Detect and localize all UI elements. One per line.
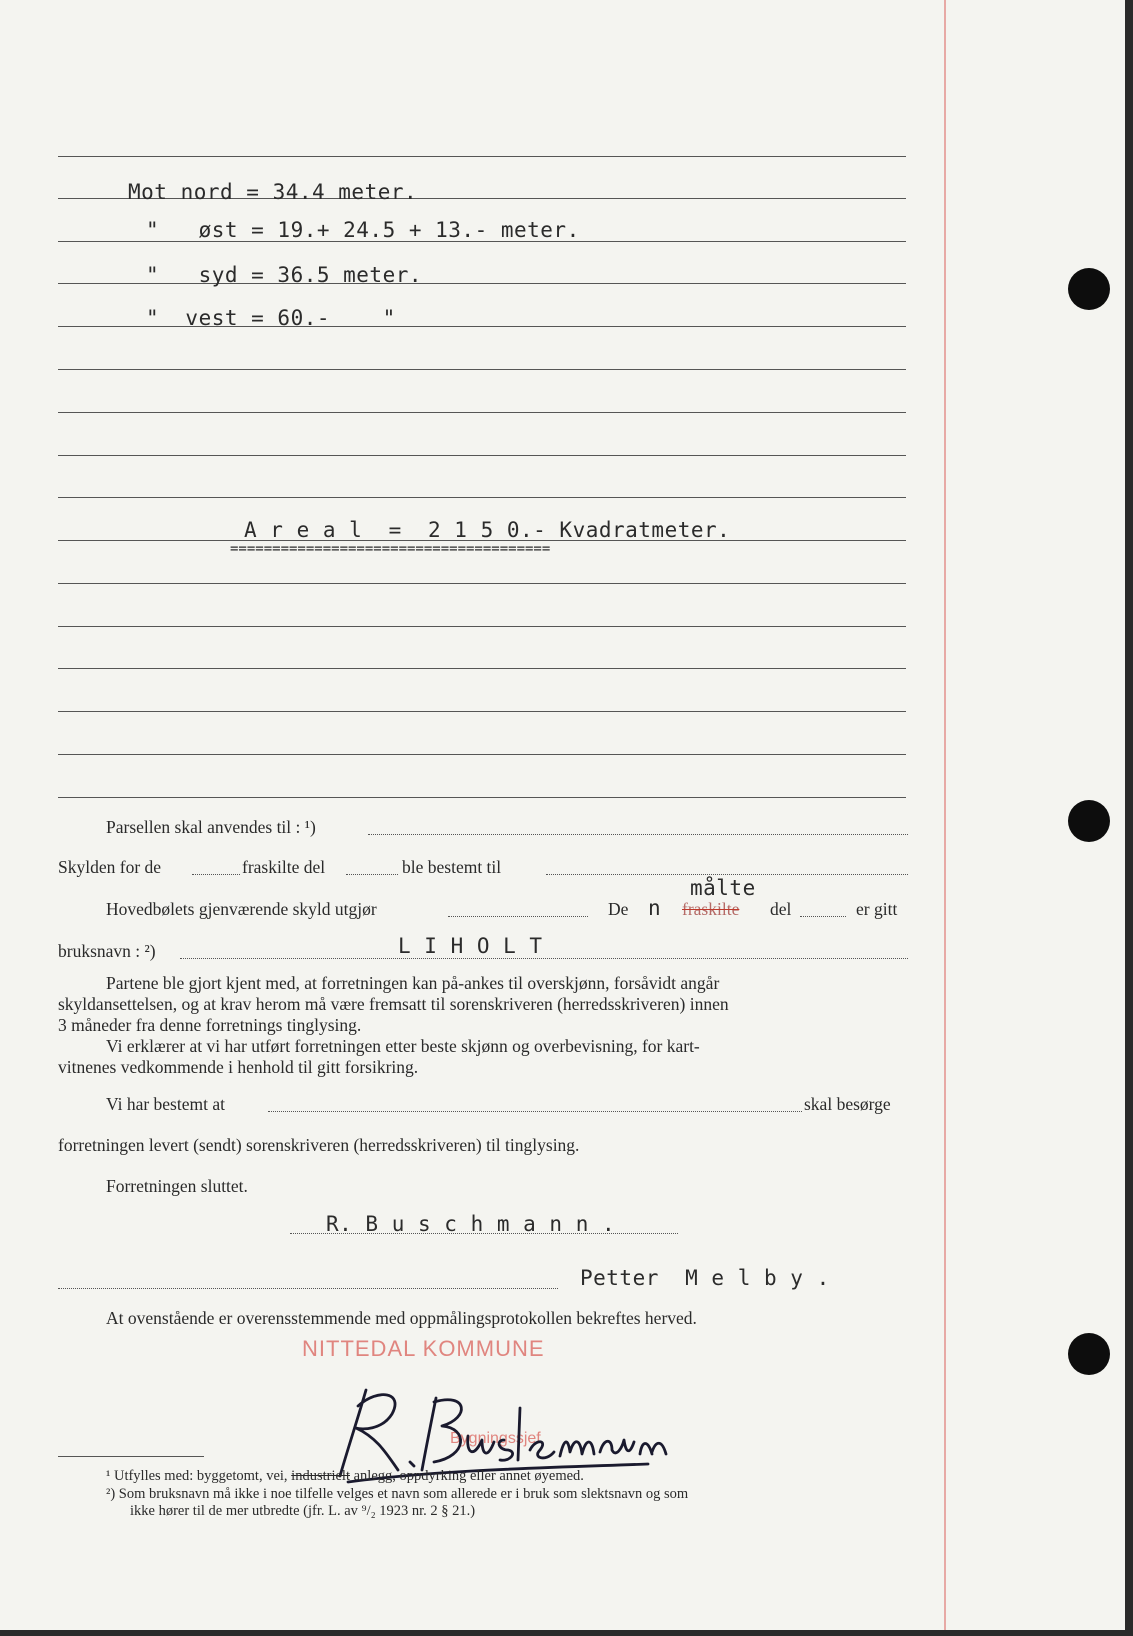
signature-line-2[interactable] xyxy=(58,1288,558,1289)
ruled-line xyxy=(58,668,906,669)
levert-line: forretningen levert (sendt) sorenskriveren (herredsskriveren) til tinglysing. xyxy=(58,1135,580,1155)
skylden-field-3[interactable] xyxy=(546,874,908,875)
footnote-1 xyxy=(106,1468,584,1485)
bestemt-label: ble bestemt til xyxy=(402,857,502,877)
punch-hole xyxy=(1068,800,1110,842)
stamp-title: Bygningssjef xyxy=(450,1430,541,1447)
confirmation-line: At ovenstående er overensstemmende med oppmålingsprotokollen bekreftes herved. xyxy=(106,1308,697,1328)
besorge-label: skal besørge xyxy=(804,1094,891,1114)
ruled-line xyxy=(58,797,906,798)
para1-line1: Partene ble gjort kjent med, at forretningen kan på-ankes til overskjønn, forsåvidt angår xyxy=(106,973,720,993)
signer-1: R. B u s c h m a n n . xyxy=(326,1212,616,1236)
footnote-2-line1: ²) Som bruksnavn må ikke i noe tilfelle velges et navn som allerede er i bruk som slektsnavn og som xyxy=(106,1486,689,1502)
parcel-use-label: Parsellen skal anvendes til : ¹) xyxy=(106,817,316,837)
para2-line2: vitnenes vedkommende i henhold til gitt forsikring. xyxy=(58,1057,419,1077)
ruled-line xyxy=(58,626,906,627)
ruled-line xyxy=(58,455,906,456)
hovedbol-label: Hovedbølets gjenværende skyld utgjør xyxy=(106,899,377,919)
area-statement: A r e a l = 2 1 5 0.- Kvadratmeter. xyxy=(244,518,731,542)
para1-line3: 3 måneder fra denne forretnings tinglysing. xyxy=(58,1015,362,1035)
measurement-north: Mot nord = 34.4 meter. xyxy=(128,180,418,204)
footnote-rule xyxy=(58,1456,204,1457)
signer-2: Petter M e l b y . xyxy=(580,1266,830,1290)
measurement-east: " øst = 19.+ 24.5 + 13.- meter. xyxy=(146,218,580,242)
bruksnavn-field[interactable] xyxy=(180,958,908,959)
er-gitt-label: er gitt xyxy=(856,899,898,919)
scan-edge-right xyxy=(1125,0,1133,1636)
ruled-line xyxy=(58,369,906,370)
bestemt-at-field[interactable] xyxy=(268,1111,802,1112)
scan-edge-bottom xyxy=(0,1630,1133,1636)
hovedbol-field[interactable] xyxy=(448,916,588,917)
ruled-line xyxy=(58,754,906,755)
footnote-2-line2: ikke hører til de mer utbredte (jfr. L. av ⁹/₂ 1923 nr. 2 § 21.) xyxy=(130,1503,476,1519)
ruled-line xyxy=(58,583,906,584)
bruksnavn-typed: L I H O L T xyxy=(398,934,543,958)
footnote-1-suffix: anlegg, oppdyrking eller annet øyemed. xyxy=(353,1468,584,1484)
sluttet-line: Forretningen sluttet. xyxy=(106,1176,248,1196)
ruled-line xyxy=(58,412,906,413)
bruksnavn-label: bruksnavn : ²) xyxy=(58,941,156,961)
ruled-line xyxy=(58,711,906,712)
skylden-field-1[interactable] xyxy=(192,874,240,875)
fraskilte-label: fraskilte del xyxy=(242,857,326,877)
del-field[interactable] xyxy=(800,916,846,917)
para1-line2: skyldansettelsen, og at krav herom må være fremsatt til sorenskriveren (herredsskriveren) innen xyxy=(58,994,729,1014)
fraskilte-struck: fraskilte xyxy=(682,899,740,919)
municipality-stamp: NITTEDAL KOMMUNE xyxy=(302,1336,545,1361)
red-margin-rule xyxy=(944,0,946,1636)
maalte-typed: målte xyxy=(690,876,756,900)
bestemt-at-label: Vi har bestemt at xyxy=(106,1094,225,1114)
measurement-south: " syd = 36.5 meter. xyxy=(146,263,423,287)
skylden-label: Skylden for de xyxy=(58,857,162,877)
punch-hole xyxy=(1068,268,1110,310)
ruled-line xyxy=(58,497,906,498)
area-underline: ====================================== xyxy=(230,541,551,557)
footnote-1-struck: industrielt xyxy=(291,1468,350,1484)
de-label: De xyxy=(608,899,629,919)
footnote-1-prefix: ¹ Utfylles med: byggetomt, vei, xyxy=(106,1468,288,1484)
punch-hole xyxy=(1068,1333,1110,1375)
del-label: del xyxy=(770,899,792,919)
ruled-line xyxy=(58,156,906,157)
parcel-use-field[interactable] xyxy=(368,834,908,835)
de-typed: n xyxy=(648,896,662,920)
para2-line1: Vi erklærer at vi har utført forretningen etter beste skjønn og overbevisning, for kart- xyxy=(106,1036,700,1056)
measurement-west: " vest = 60.- " xyxy=(146,306,396,330)
skylden-field-2[interactable] xyxy=(346,874,398,875)
